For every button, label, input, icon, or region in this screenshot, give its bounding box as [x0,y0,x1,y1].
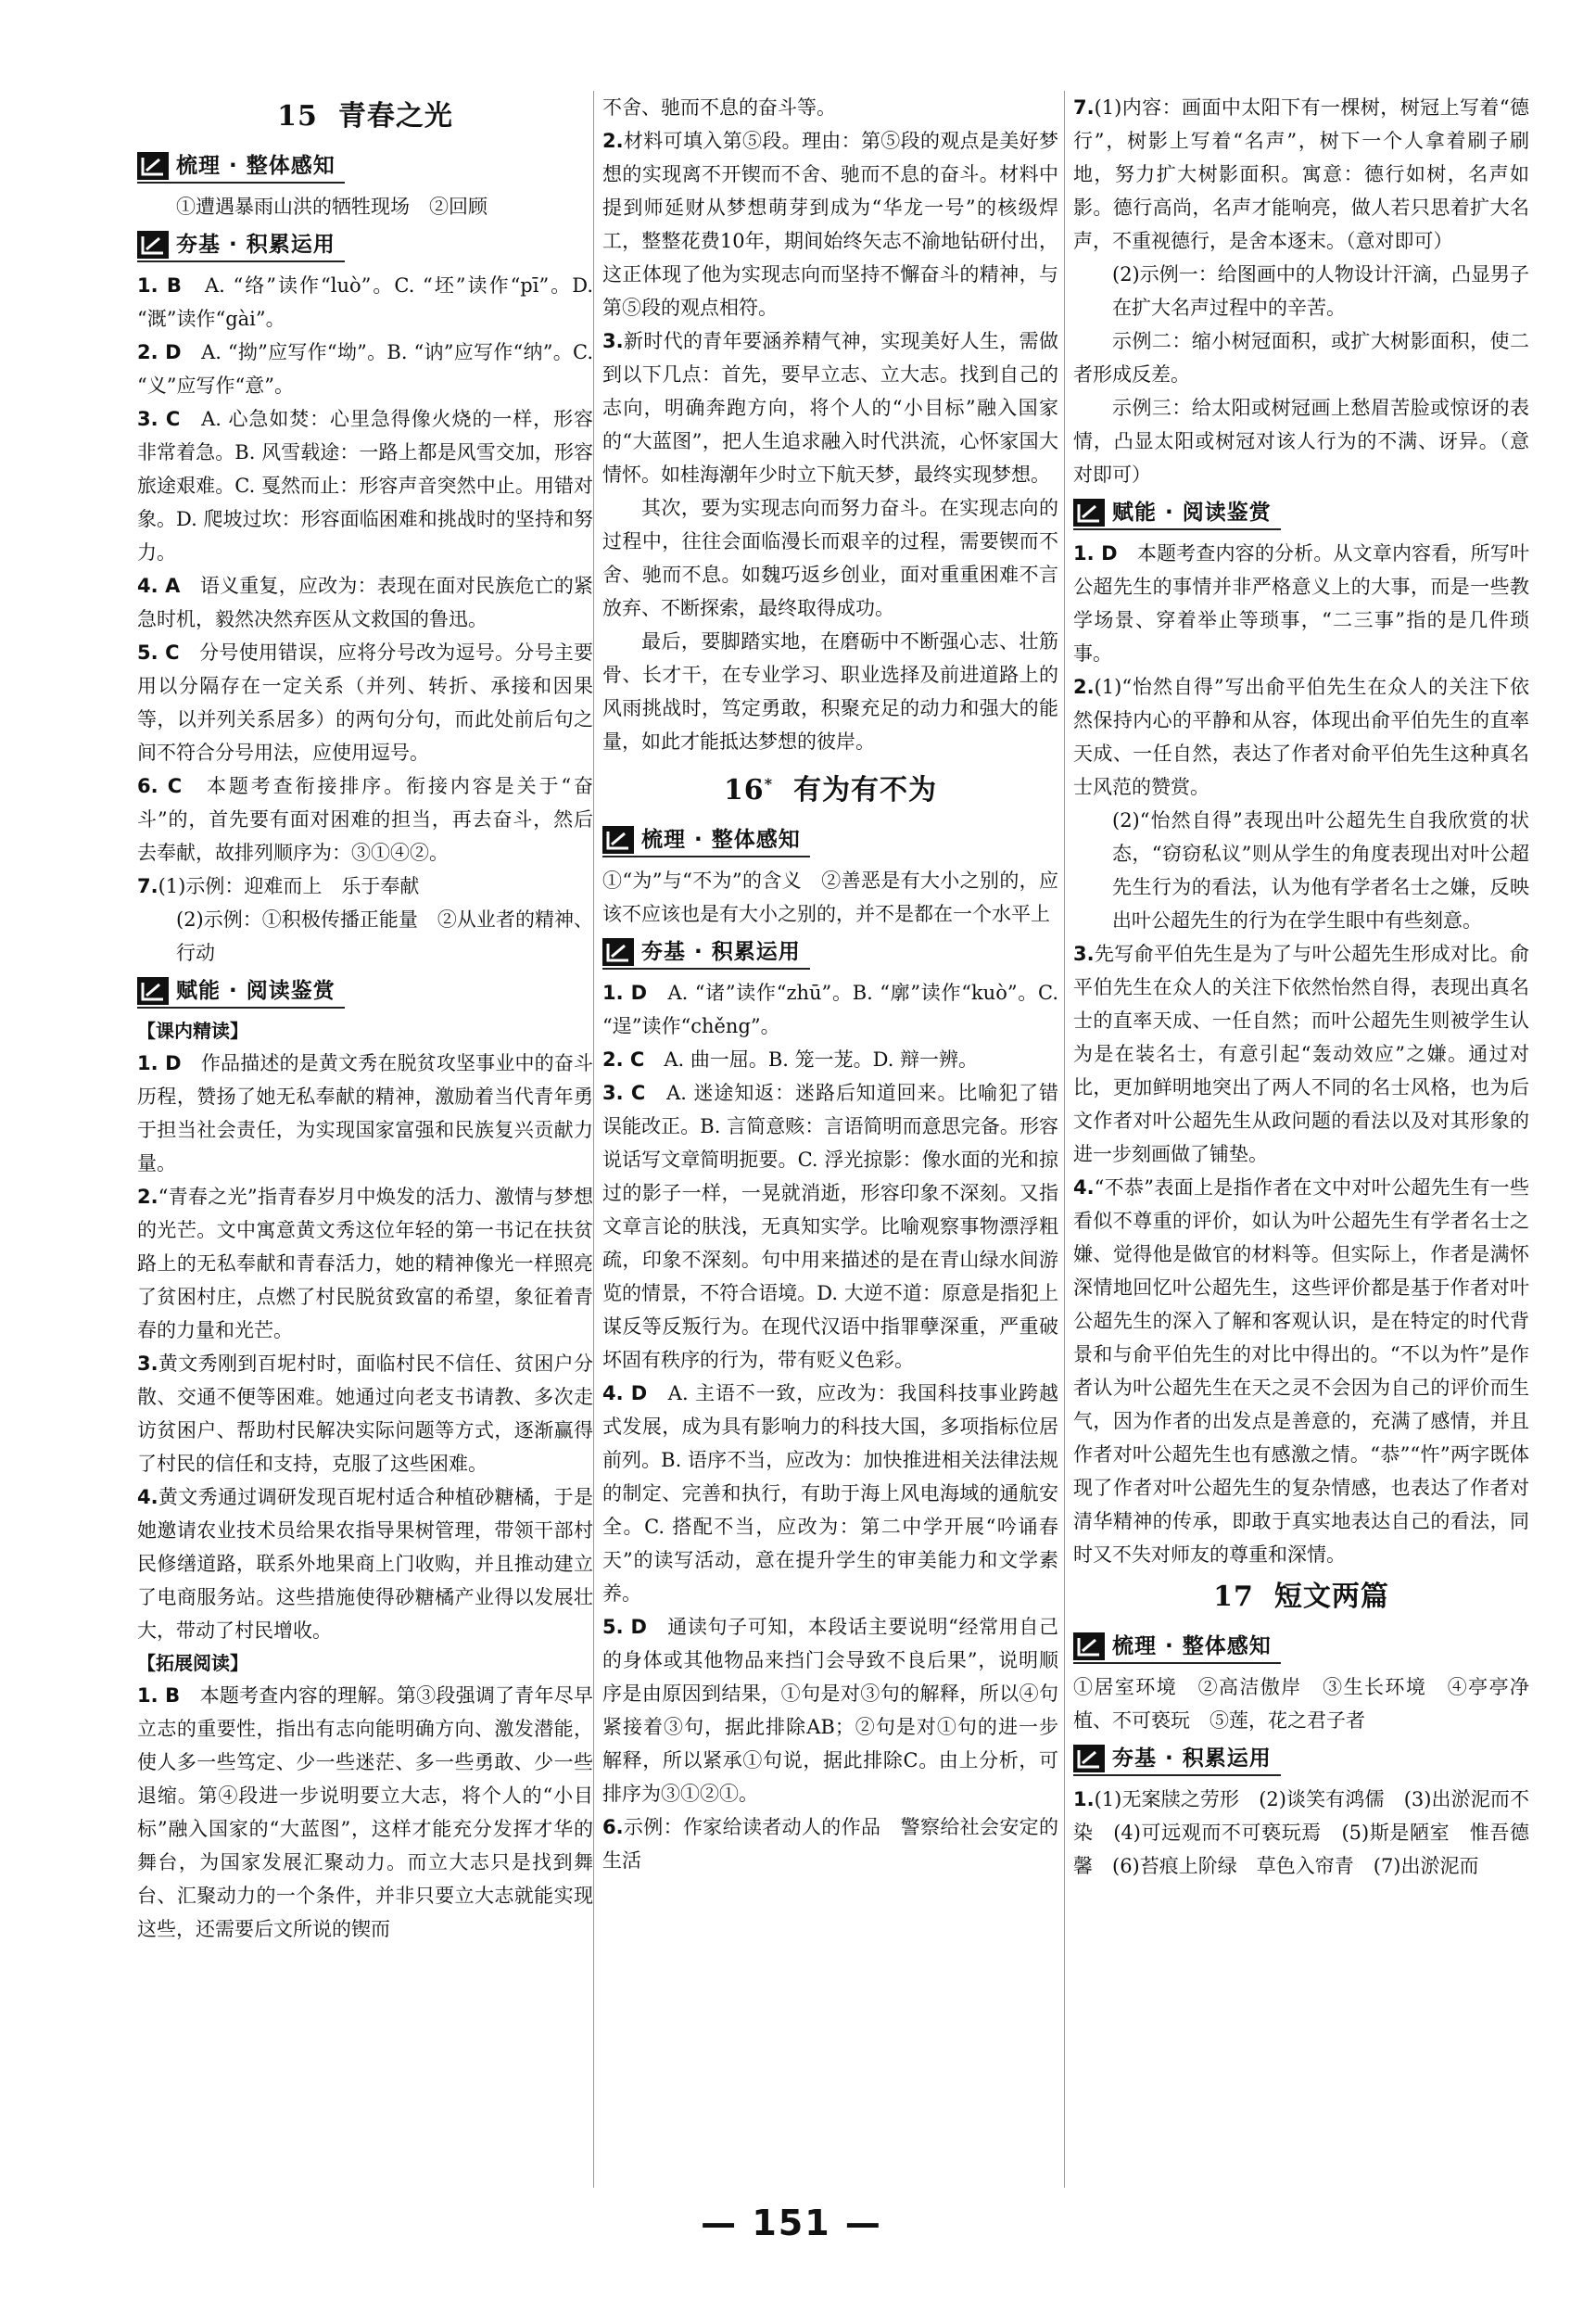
answer-text: 黄文秀刚到百坭村时，面临村民不信任、贫困户分散、交通不便等困难。她通过向老支书请教、多次走访贫困户、帮助村民解决实际问题等方式，逐渐赢得了村民的信任和支持，克服了这些困难。 [137,1352,593,1475]
section-label: 赋能 · 阅读鉴赏 [1112,501,1272,525]
sub-header-kenei: 【课内精读】 [137,1020,248,1042]
summary-text: ①居室环境 ②高洁傲岸 ③生长环境 ④亭亭净植、不可亵玩 ⑤莲，花之君子者 [1073,1676,1529,1732]
answer-item [602,1076,1058,1377]
answer-text: (1)无案牍之劳形 (2)谈笑有鸿儒 (3)出淤泥而不染 (4)可远观而不可亵玩焉 (5)斯是陋室 惟吾德馨 (6)苔痕上阶绿 草色入帘青 (7)出淤泥而 [1073,1788,1529,1877]
answer-item [1073,1783,1529,1883]
answer-text: 先写俞平伯先生是为了与叶公超先生形成对比。俞平伯先生在众人的关注下依然怡然自得，表现出真名士的直率天成、一任自然；而叶公超先生则被学生认为是在装名士，有意引起“轰动效应”之嫌。通过对比，更加鲜明地突出了两人不同的名士风格，也为后文作者对叶公超先生从政问题的看法以及对其形象的进一步刻画做了铺垫。 [1073,943,1529,1165]
answer-text: 本题考查内容的理解。第③段强调了青年尽早立志的重要性，指出有志向能明确方向、激发潜能，使人多一些笃定、少一些迷茫、多一些勇敢、少一些退缩。第④段进一步说明要立大志，将个人的“小目标”融入国家的“大蓝图”，这样才能充分发挥才华的舞台，为国家发展汇聚动力。而立大志只是找到舞台、汇聚动力的一个条件，并非只要立大志就能实现这些，还需要后文所说的锲而 [137,1684,593,1940]
answer-continuation: (2)示例：①积极传播正能量 ②从业者的精神、行动 [176,908,593,964]
answer-number: 4. D [602,1382,648,1404]
optional-star: * [764,775,774,793]
section-header-shuli [137,150,345,184]
answer-number: 5. D [602,1616,647,1638]
lesson-name: 短文两篇 [1273,1581,1389,1613]
answer-item [1073,537,1529,670]
answer-item [137,269,593,336]
section-header-shuli [1073,1631,1281,1664]
section-header-shuli [602,824,810,857]
section-pen-icon [602,938,634,966]
answer-paragraph: 其次，要为实现志向而努力奋斗。在实现志向的过程中，往往会面临漫长而艰辛的过程，需要锲而不舍、驰而不息。如魏巧返乡创业，面对重重困难不言放弃、不断探索，最终取得成功。 [602,497,1058,619]
section-pen-icon [137,977,169,1005]
answer-continuation: (2)“怡然自得”表现出叶公超先生自我欣赏的状态，“窃窃私议”则从学生的角度表现出对叶公超先生行为的看法，认为他有学者名士之嫌，反映出叶公超先生的行为在学生眼中有些刻意。 [1112,809,1529,932]
section-pen-icon [1073,1632,1105,1660]
column-left [137,91,593,1946]
section-header-funeng [137,975,345,1009]
answer-text: 通读句子可知，本段话主要说明“经常用自己的身体或其他物品来挡门会导致不良后果”，说明顺序是由原因到结果，①句是对③句的解释，所以④句紧接着③句，据此排除AB；②句是对①句的进一步解释，所以紧承①句说，据此排除C。由上分析，可排序为③①②①。 [602,1616,1058,1805]
column-middle [602,91,1058,1877]
section-header-funeng [1073,497,1281,530]
summary-text: ①遭遇暴雨山洪的牺牲现场 ②回顾 [176,196,488,218]
column-divider [1064,91,1065,2188]
answer-continuation: 示例二：缩小树冠面积，或扩大树影面积，使二者形成反差。 [1073,330,1529,386]
answer-number: 1. B [137,1684,181,1707]
section-label: 梳理 · 整体感知 [641,828,801,852]
answer-item [602,1377,1058,1610]
answer-item [602,324,1058,491]
answer-item [137,1679,593,1946]
answer-number: 3. C [602,1082,646,1104]
answer-number: 6. C [137,775,183,797]
lesson-name: 有为有不为 [793,774,938,806]
column-right [1073,91,1529,1883]
answer-item [137,569,593,636]
lesson-number [724,774,773,806]
answer-item [137,636,593,769]
lesson-17-title [1073,1575,1529,1619]
answer-continuation: (2)示例一：给图画中的人物设计汗滴，凸显男子在扩大名声过程中的辛苦。 [1112,263,1529,319]
answer-item [137,1047,593,1180]
answer-paragraph: 最后，要脚踏实地，在磨砺中不断强心志、壮筋骨、长才干，在专业学习、职业选择及前进道路上的风雨挑战时，笃定勇敢，积聚充足的动力和强大的能量，如此才能抵达梦想的彼岸。 [602,630,1058,753]
answer-item [602,976,1058,1043]
summary-text: ①“为”与“不为”的含义 ②善恶是有大小之别的，应该不应该也是有大小之别的，并不是都在一个水平上 [602,870,1058,925]
section-label: 夯基 · 积累运用 [641,940,801,964]
answer-number: 7. [137,875,158,897]
answer-text: (1)“怡然自得”写出俞平伯先生在众人的关注下依然保持内心的平静和从容，体现出俞平伯先生的直率天成、一任自然，表达了作者对俞平伯先生这种真名士风范的赞赏。 [1073,676,1529,798]
answer-number: 2. [1073,676,1095,698]
answer-item [137,1480,593,1647]
sub-header-tuozhan: 【拓展阅读】 [137,1652,248,1674]
answer-number: 3. [137,1352,158,1375]
answer-item [1073,937,1529,1171]
answer-item [602,1610,1058,1810]
section-header-duoji [137,229,345,262]
answer-text: “不恭”表面上是指作者在文中对叶公超先生有一些看似不尊重的评价，如认为叶公超先生有学者名士之嫌、觉得他是做官的材料等。但实际上，作者是满怀深情地回忆叶公超先生，这些评价都是基于作者对叶公超先生的深入了解和客观认识，是在特定的时代背景和与俞平伯先生的对比中得出的。“不以为忤”是作者认为叶公超先生在天之灵不会因为自己的评价而生气，因为作者的出发点是善意的，充满了感情，并且作者对叶公超先生也有感激之情。“恭”“忤”两字既体现了作者对叶公超先生的复杂情感，也表达了作者对清华精神的传承，即敢于真实地表达自己的看法，同时又不失对师友的尊重和深情。 [1073,1176,1529,1566]
answer-item [1073,1171,1529,1571]
answer-continuation: 不舍、驰而不息的奋斗等。 [602,96,836,119]
section-label: 夯基 · 积累运用 [1112,1746,1272,1771]
answer-number: 1. D [137,1052,182,1074]
answer-item [602,124,1058,324]
answer-item [602,1810,1058,1877]
answer-text: 语义重复，应改为：表现在面对民族危亡的紧急时机，毅然决然弃医从文救国的鲁迅。 [137,575,594,630]
answer-number: 4. [1073,1176,1095,1199]
answer-item [1073,91,1529,258]
answer-item [1073,670,1529,804]
section-label: 夯基 · 积累运用 [176,233,336,257]
answer-number: 1. [1073,1788,1095,1810]
answer-text: A. 主语不一致，应改为：我国科技事业跨越式发展，成为具有影响力的科技大国，多项指标位居前列。B. 语序不当，应改为：加快推进相关法律法规的制定、完善和执行，有助于海上风电海域的通航安全。C. 搭配不当，应改为：第二中学开展“吟诵春天”的读写活动，意在提升学生的审美能力和文学素养。 [602,1382,1059,1605]
answer-text: 示例：作家给读者动人的作品 警察给社会安定的生活 [602,1816,1058,1872]
answer-number: 1. D [1073,542,1118,565]
answer-number: 7. [1073,96,1095,119]
answer-text: A. “络”读作“luò”。C. “坯”读作“pī”。D. “溉”读作“gài”。 [137,274,593,330]
answer-text: 新时代的青年要涵养精气神，实现美好人生，需做到以下几点：首先，要早立志、立大志。找到自己的志向，明确奔跑方向，将个人的“小目标”融入国家的“大蓝图”，把人生追求融入时代洪流，心怀家国大情怀。如桂海潮年少时立下航天梦，最终实现梦想。 [602,330,1058,486]
answer-number: 1. B [137,274,182,297]
page-number: — 151 — [701,2203,882,2243]
section-pen-icon [137,231,169,259]
lesson-number: 17 [1213,1581,1254,1613]
answer-continuation: 示例三：给太阳或树冠画上愁眉苦脸或惊讶的表情，凸显太阳或树冠对该人行为的不满、讶异。（意对即可） [1073,397,1529,486]
answer-number: 4. A [137,575,181,597]
answer-item [137,870,593,903]
answer-number: 5. C [137,641,180,664]
answer-text: 本题考查衔接排序。衔接内容是关于“奋斗”的，首先要有面对困难的担当，再去奋斗，然后去奉献，故排列顺序为：③①④②。 [137,775,594,864]
answer-number: 2. C [602,1048,645,1071]
lesson-number-text: 16 [723,774,765,806]
answer-text: A. 心急如焚：心里急得像火烧的一样，形容非常着急。B. 风雪载途：一路上都是风雪交加，形容旅途艰难。C. 戛然而止：形容声音突然中止。用错对象。D. 爬坡过坎：形容面临困难和挑战时的坚持和努力。 [137,408,594,564]
column-divider [593,91,594,2188]
answer-text: 本题考查内容的分析。从文章内容看，所写叶公超先生的事情并非严格意义上的大事，而是一些教学场景、穿着举止等琐事，“二三事”指的是几件琐事。 [1073,542,1529,665]
answer-number: 2. [137,1186,158,1208]
answer-item [137,336,593,402]
answer-text: A. 迷途知返：迷路后知道回来。比喻犯了错误能改正。B. 言简意赅：言语简明而意思完备。形容说话写文章简明扼要。C. 浮光掠影：像水面的光和掠过的影子一样，一晃就消逝，形容印象不深刻。又指文章言论的肤浅，无真知实学。比喻观察事物漂浮粗疏，印象不深刻。句中用来描述的是在青山绿水间游览的情景，不符合语境。D. 大逆不道：原意是指犯上谋反等反叛行为。在现代汉语中指罪孽深重，严重破坏固有秩序的行为，带有贬义色彩。 [602,1082,1059,1371]
answer-text: 分号使用错误，应将分号改为逗号。分号主要用以分隔存在一定关系（并列、转折、承接和因果等，以并列关系居多）的两句分句，而此处前后句之间不符合分号用法，应使用逗号。 [137,641,594,764]
answer-text: 黄文秀通过调研发现百坭村适合种植砂糖橘，于是她邀请农业技术员给果农指导果树管理，带领干部村民修缮道路，联系外地果商上门收购，并且推动建立了电商服务站。这些措施使得砂糖橘产业得以发展壮大，带动了村民增收。 [137,1486,593,1642]
lesson-15-title [137,95,593,139]
answer-number: 1. D [602,982,648,1004]
answer-text: “青春之光”指青春岁月中焕发的活力、激情与梦想的光芒。文中寓意黄文秀这位年轻的第一书记在扶贫路上的无私奉献和青春活力，她的精神像光一样照亮了贫困村庄，点燃了村民脱贫致富的希望，象征着青春的力量和光芒。 [137,1186,593,1341]
answer-number: 4. [137,1486,158,1508]
section-pen-icon [602,826,634,854]
section-pen-icon [137,152,169,180]
section-label: 赋能 · 阅读鉴赏 [176,979,336,1003]
answer-item [602,1043,1058,1076]
answer-text: A. “诸”读作“zhū”。B. “廓”读作“kuò”。C. “逞”读作“chěng”。 [602,982,1058,1037]
answer-item [137,1347,593,1480]
section-pen-icon [1073,499,1105,527]
lesson-16-title [602,762,1058,813]
answer-text: A. “拗”应写作“坳”。B. “讷”应写作“纳”。C. “义”应写作“意”。 [137,341,593,397]
lesson-number: 15 [277,100,318,133]
answer-item [137,1180,593,1347]
answer-text: (1)示例：迎难而上 乐于奉献 [158,875,420,897]
answer-item [137,769,593,870]
answer-number: 2. [602,130,624,152]
answer-text: A. 曲一屈。B. 笼一茏。D. 辩一辨。 [664,1048,979,1071]
answer-text: (1)内容：画面中太阳下有一棵树，树冠上写着“德行”，树影上写着“名声”，树下一个人拿着刷子刷地，努力扩大树影面积。寓意：德行如树，名声如影。德行高尚，名声才能响亮，做人若只思着扩大名声，不重视德行，是舍本逐末。（意对即可） [1073,96,1529,252]
section-label: 梳理 · 整体感知 [176,154,336,178]
section-header-duoji [602,936,810,970]
answer-number: 2. D [137,341,182,363]
answer-number: 3. C [137,408,181,430]
section-header-duoji [1073,1743,1281,1776]
section-pen-icon [1073,1745,1105,1772]
answer-text: 材料可填入第⑤段。理由：第⑤段的观点是美好梦想的实现离不开锲而不舍、驰而不息的奋斗。材料中提到师延财从梦想萌芽到成为“华龙一号”的核级焊工，整整花费10年，期间始终矢志不渝地钻研付出，这正体现了他为实现志向而坚持不懈奋斗的精神，与第⑤段的观点相符。 [602,130,1058,319]
answer-number: 6. [602,1816,624,1838]
answer-item [137,402,593,569]
section-label: 梳理 · 整体感知 [1112,1634,1272,1658]
lesson-name: 青春之光 [337,100,453,133]
answer-number: 3. [602,330,624,352]
answer-number: 3. [1073,943,1095,965]
answer-text: 作品描述的是黄文秀在脱贫攻坚事业中的奋斗历程，赞扬了她无私奉献的精神，激励着当代青年勇于担当社会责任，为实现国家富强和民族复兴贡献力量。 [137,1052,593,1175]
